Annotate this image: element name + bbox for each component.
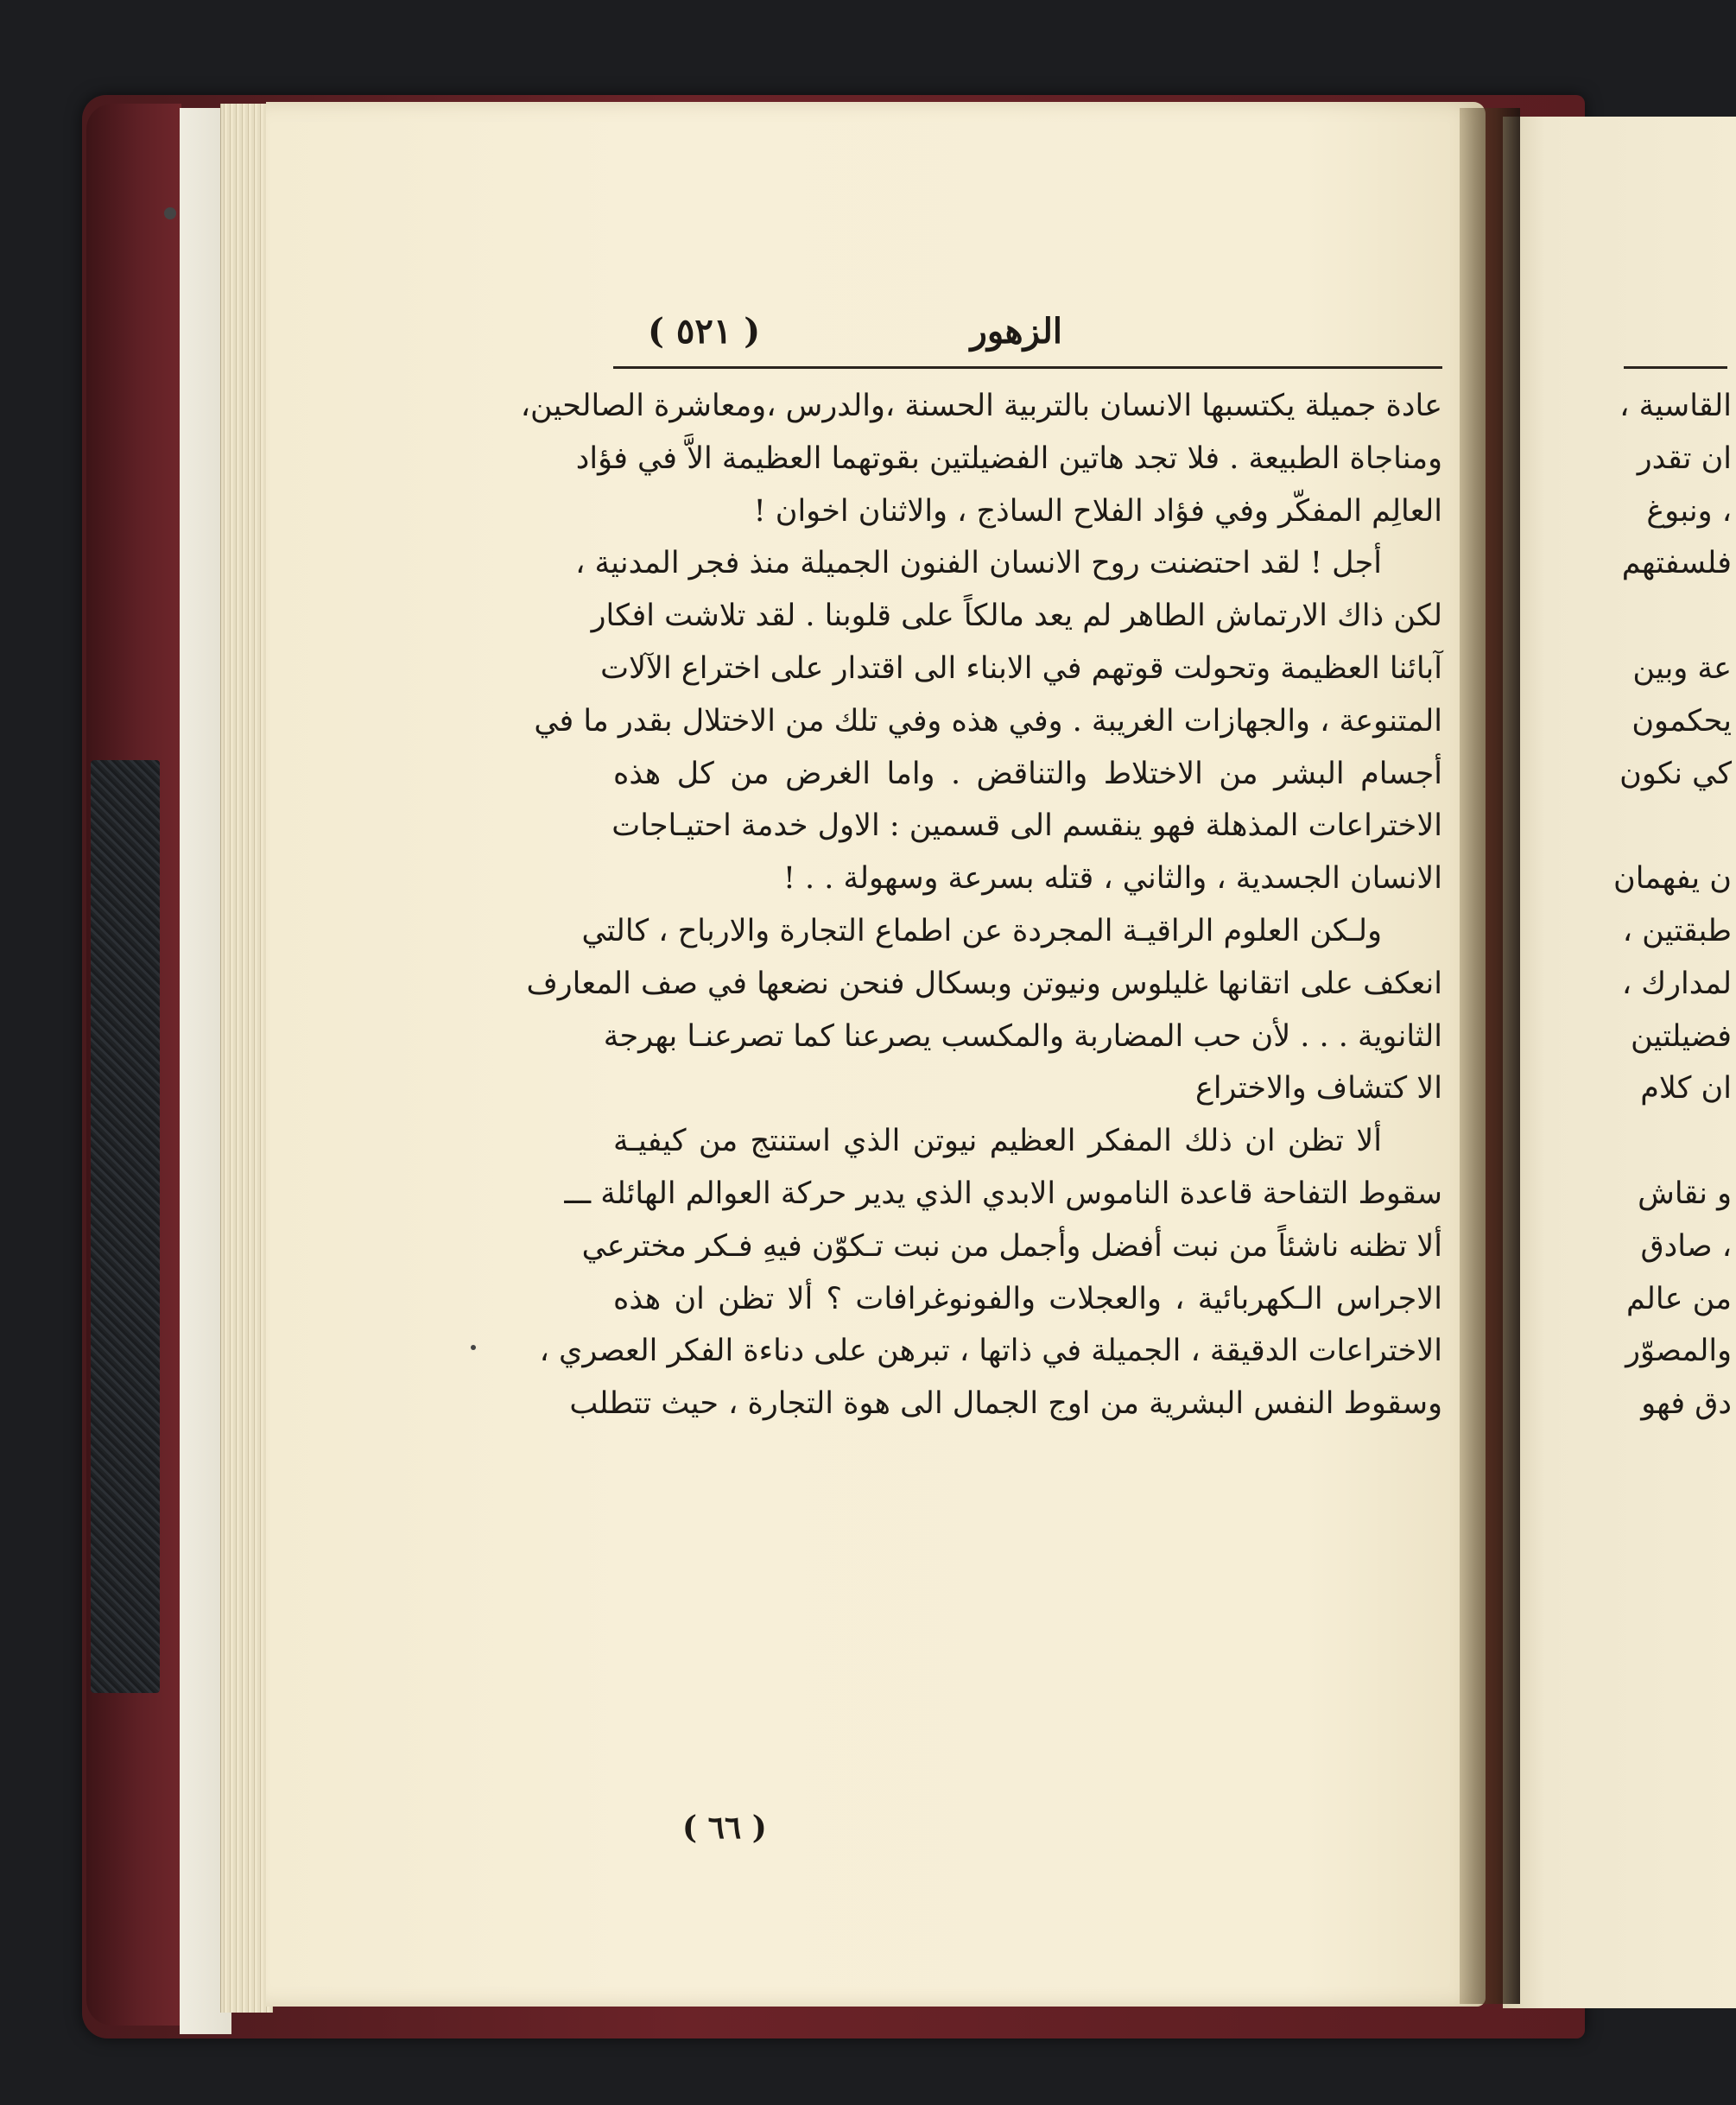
text-line: الثانوية . . . لأن حب المضاربة والمكسب يصرعنا كما تصرعنـا بهرجة xyxy=(603,1018,1442,1054)
right-text-line xyxy=(1628,590,1732,643)
right-text-line: و نقاش xyxy=(1638,1176,1732,1211)
right-text-line: والمصوّر xyxy=(1625,1334,1732,1369)
right-text-line: لمدارك ، xyxy=(1621,966,1732,1001)
text-line: انعكف على اتقانها غليلوس ونيوتن وبسكال فنحن نضعها في صف المعارف xyxy=(526,966,1442,1001)
text-line: أجل ! لقد احتضنت روح الانسان الفنون الجميلة منذ فجر المدنية ، xyxy=(575,546,1382,581)
right-text-line: طبقتين ، xyxy=(1622,913,1732,948)
text-line: وسقوط النفس البشرية من اوج الجمال الى هوة التجارة ، حيث تتطلب xyxy=(569,1386,1442,1422)
gutter-shadow xyxy=(1460,108,1520,2004)
signature-mark: ( ٦٦ ) xyxy=(682,1810,767,1846)
text-line: الا كتشاف والاختراع xyxy=(1194,1071,1442,1106)
spine-leather-patch xyxy=(91,760,160,1693)
running-head-title: الزهور xyxy=(970,311,1062,352)
header-rule xyxy=(613,366,1442,369)
page-edges xyxy=(220,104,273,2013)
page-number: ( ٥٢١ ) xyxy=(648,311,761,352)
text-line: المتنوعة ، والجهازات الغريبة . وفي هذه وفي تلك من الاختلال بقدر ما في xyxy=(534,703,1442,739)
right-text-line: ان كلام xyxy=(1640,1071,1732,1106)
text-line: ألا تظن ان ذلك المفكر العظيم نيوتن الذي استنتج من كيفيـة xyxy=(613,1124,1382,1159)
right-text-line xyxy=(1628,800,1732,853)
text-line: أجسام البشر من الاختلاط والتناقض . واما الغرض من كل هذه xyxy=(613,756,1442,791)
text-line: لكن ذاك الارتماش الطاهر لم يعد مالكاً على قلوبنا . لقد تلاشت افكار xyxy=(591,599,1442,634)
text-line: آبائنا العظيمة وتحولت قوتهم في الابناء الى اقتدار على اختراع الآلات xyxy=(600,650,1442,686)
right-text-line: كي نكون xyxy=(1619,756,1732,791)
scan-speck xyxy=(164,207,176,219)
right-text-line: القاسية ، xyxy=(1619,389,1732,423)
body-text xyxy=(520,380,1442,1430)
right-text-line: ن يفهمان xyxy=(1612,861,1732,897)
right-text-line xyxy=(1628,1115,1732,1168)
right-text-line: من عالم xyxy=(1625,1281,1732,1316)
text-line: ولـكن العلوم الراقيـة المجردة عن اطماع التجارة والارباح ، كالتي xyxy=(581,913,1382,948)
scan-speck xyxy=(471,1345,476,1350)
right-text-line: ، ونبوغ xyxy=(1646,493,1732,529)
right-text-line: ان تقدر xyxy=(1637,441,1732,476)
right-text-line: فلسفتهم xyxy=(1621,546,1732,581)
text-line: العالِم المفكّر وفي فؤاد الفلاح الساذج ، والاثنان اخوان ! xyxy=(753,493,1442,529)
running-head xyxy=(613,311,1442,363)
text-line: عادة جميلة يكتسبها الانسان بالتربية الحسنة ،والدرس ،ومعاشرة الصالحين، xyxy=(520,389,1442,423)
text-line: الاجراس الـكهربائية ، والعجلات والفونوغرافات ؟ ألا تظن ان هذه xyxy=(613,1281,1442,1316)
right-text-line: عة وبين xyxy=(1632,650,1732,686)
text-line: الانسان الجسدية ، والثاني ، قتله بسرعة وسهولة . . ! xyxy=(782,861,1442,897)
text-line: ومناجاة الطبيعة . فلا تجد هاتين الفضيلتين بقوتهما العظيمة الاَّ في فؤاد xyxy=(575,441,1442,476)
right-page-text xyxy=(1612,380,1732,1430)
right-page-header-rule xyxy=(1624,366,1727,369)
text-line: الاختراعات الدقيقة ، الجميلة في ذاتها ، تبرهن على دناءة الفكر العصري ، xyxy=(539,1334,1442,1369)
text-line: الاختراعات المذهلة فهو ينقسم الى قسمين : الاول خدمة احتيـاجات xyxy=(611,808,1442,844)
right-text-line: دق فهو xyxy=(1641,1386,1732,1422)
text-line: سقوط التفاحة قاعدة الناموس الابدي الذي يدير حركة العوالم الهائلة ـــ xyxy=(564,1176,1442,1211)
right-text-line: ، صادق xyxy=(1640,1228,1732,1264)
right-text-line: يحكمون xyxy=(1631,703,1732,739)
text-line: ألا تظنه ناشئاً من نبت أفضل وأجمل من نبت تـكوّن فيهِ فـكر مخترعي xyxy=(581,1228,1442,1264)
right-text-line: فضيلتين xyxy=(1631,1018,1732,1054)
